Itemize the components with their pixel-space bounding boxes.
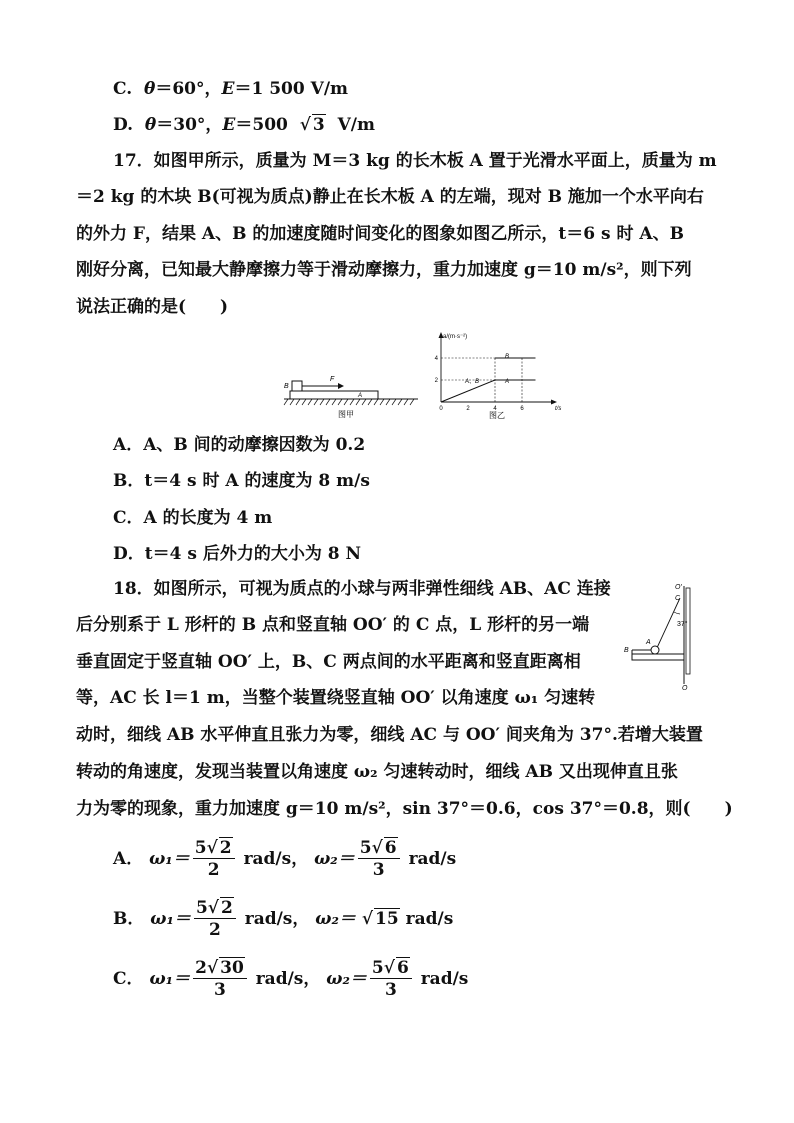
q18-stem-line-4: 等，AC 长 l＝1 m，当整个装置绕竖直轴 OO′ 以角速度 ω₁ 匀速转 xyxy=(76,688,596,708)
label-o-top: O′ xyxy=(675,584,682,591)
label-a: A xyxy=(358,393,363,399)
q16-option-c: C. θ＝60°，E＝1 500 V/m xyxy=(113,79,349,99)
caption-yi: 图乙 xyxy=(489,411,505,420)
q17-option-d: D．t＝4 s 后外力的大小为 8 N xyxy=(113,544,362,564)
label-c: C xyxy=(675,595,681,602)
x-tick-label: 6 xyxy=(520,406,524,412)
q17-stem-line-4: 刚好分离，已知最大静摩擦力等于滑动摩擦力，重力加速度 g＝10 m/s²，则下列 xyxy=(76,260,692,280)
q18-option-b: B． ω₁＝ $\frac{5√ 2}{2}$ rad/s， ω₂＝ √ 15 rad/s xyxy=(113,898,454,940)
q18-option-a: A． ω₁＝ $\frac{5√ 2}{2}$ rad/s， ω₂＝ $\frac{5√ 6}{3}$ rad/s xyxy=(113,838,457,880)
y-tick-label: 2 xyxy=(434,378,438,384)
omega2-fraction: $\frac{5√ 6}{3}$ xyxy=(370,958,412,1001)
q18-stem-line-5: 动时，细线 AB 水平伸直且张力为零，细线 AC 与 OO′ 间夹角为 37°.若增大装置 xyxy=(76,725,703,745)
q17-figure-jia xyxy=(280,365,420,421)
omega1-fraction: $\frac{2√ 30}{3}$ xyxy=(193,958,247,1001)
q18-option-c: C． ω₁＝ $\frac{2√ 30}{3}$ rad/s， ω₂＝ $\frac{5√ 6}{3}$ rad/s xyxy=(113,958,469,1000)
label-f: F xyxy=(330,376,335,383)
caption-jia: 图甲 xyxy=(338,410,354,419)
label-a: A xyxy=(646,639,651,646)
omega1-fraction: $\frac{5√ 2}{2}$ xyxy=(193,838,235,881)
q17-stem-line-2: ＝2 kg 的木块 B(可视为质点)静止在长木板 A 的左端，现对 B 施加一个水平向右 xyxy=(76,187,704,207)
q17-stem-line-1: 17．如图甲所示，质量为 M＝3 kg 的长木板 A 置于光滑水平面上，质量为 m xyxy=(113,151,717,171)
q16-option-d: D. θ＝30°，E＝500 √ 3 V/m xyxy=(113,115,375,135)
series-label-b: B xyxy=(505,354,510,360)
ball-a xyxy=(651,646,659,654)
label-b: B xyxy=(284,383,289,390)
force-arrowhead xyxy=(338,383,344,389)
angle-arc xyxy=(674,612,680,614)
board-a xyxy=(290,391,378,399)
ground-hatching xyxy=(284,399,414,405)
x-tick-label: 2 xyxy=(466,406,470,412)
y-tick-label: 4 xyxy=(434,356,438,362)
q18-stem-line-7: 力为零的现象，重力加速度 g＝10 m/s²，sin 37°＝0.6，cos 37°＝0.8，则( ) xyxy=(76,799,733,819)
q17-option-b: B．t＝4 s 时 A 的速度为 8 m/s xyxy=(113,471,370,491)
x-tick-label: 4 xyxy=(493,406,497,412)
x-tick-label: 0 xyxy=(439,406,443,412)
q18-stem-line-2: 后分别系于 L 形杆的 B 点和竖直轴 OO′ 的 C 点，L 形杆的另一端 xyxy=(76,615,590,635)
q18-stem-line-3: 垂直固定于竖直轴 OO′ 上，B、C 两点间的水平距离和竖直距离相 xyxy=(76,652,581,672)
label-o-bottom: O xyxy=(682,685,688,692)
q18-stem-line-6: 转动的角速度，发现当装置以角速度 ω₂ 匀速转动时，细线 AB 又出现伸直且张 xyxy=(76,762,678,782)
x-axis-arrow xyxy=(551,400,557,405)
q18-stem-line-1: 18．如图所示，可视为质点的小球与两非弹性细线 AB、AC 连接 xyxy=(113,579,611,599)
q17-stem-line-3: 的外力 F，结果 A、B 的加速度随时间变化的图象如图乙所示，t＝6 s 时 A、B xyxy=(76,224,684,244)
q18-figure xyxy=(622,580,718,692)
q17-option-a: A．A、B 间的动摩擦因数为 0.2 xyxy=(113,435,366,455)
q17-option-c: C．A 的长度为 4 m xyxy=(113,508,273,528)
omega1-fraction: $\frac{5√ 2}{2}$ xyxy=(194,898,236,941)
block-b xyxy=(292,381,302,391)
label-b: B xyxy=(624,647,629,654)
q17-stem-line-5: 说法正确的是( ) xyxy=(76,297,229,317)
label-angle: 37° xyxy=(677,621,688,628)
omega2-fraction: $\frac{5√ 6}{3}$ xyxy=(358,838,400,881)
q17-figure-yi-chart xyxy=(425,328,565,420)
rotation-support xyxy=(686,588,690,674)
x-axis-label: t/s xyxy=(555,406,562,412)
y-axis-label: a/(m·s⁻²) xyxy=(443,334,468,340)
series-label-a: A xyxy=(505,379,510,385)
series-label-ab: A、B xyxy=(465,379,480,385)
